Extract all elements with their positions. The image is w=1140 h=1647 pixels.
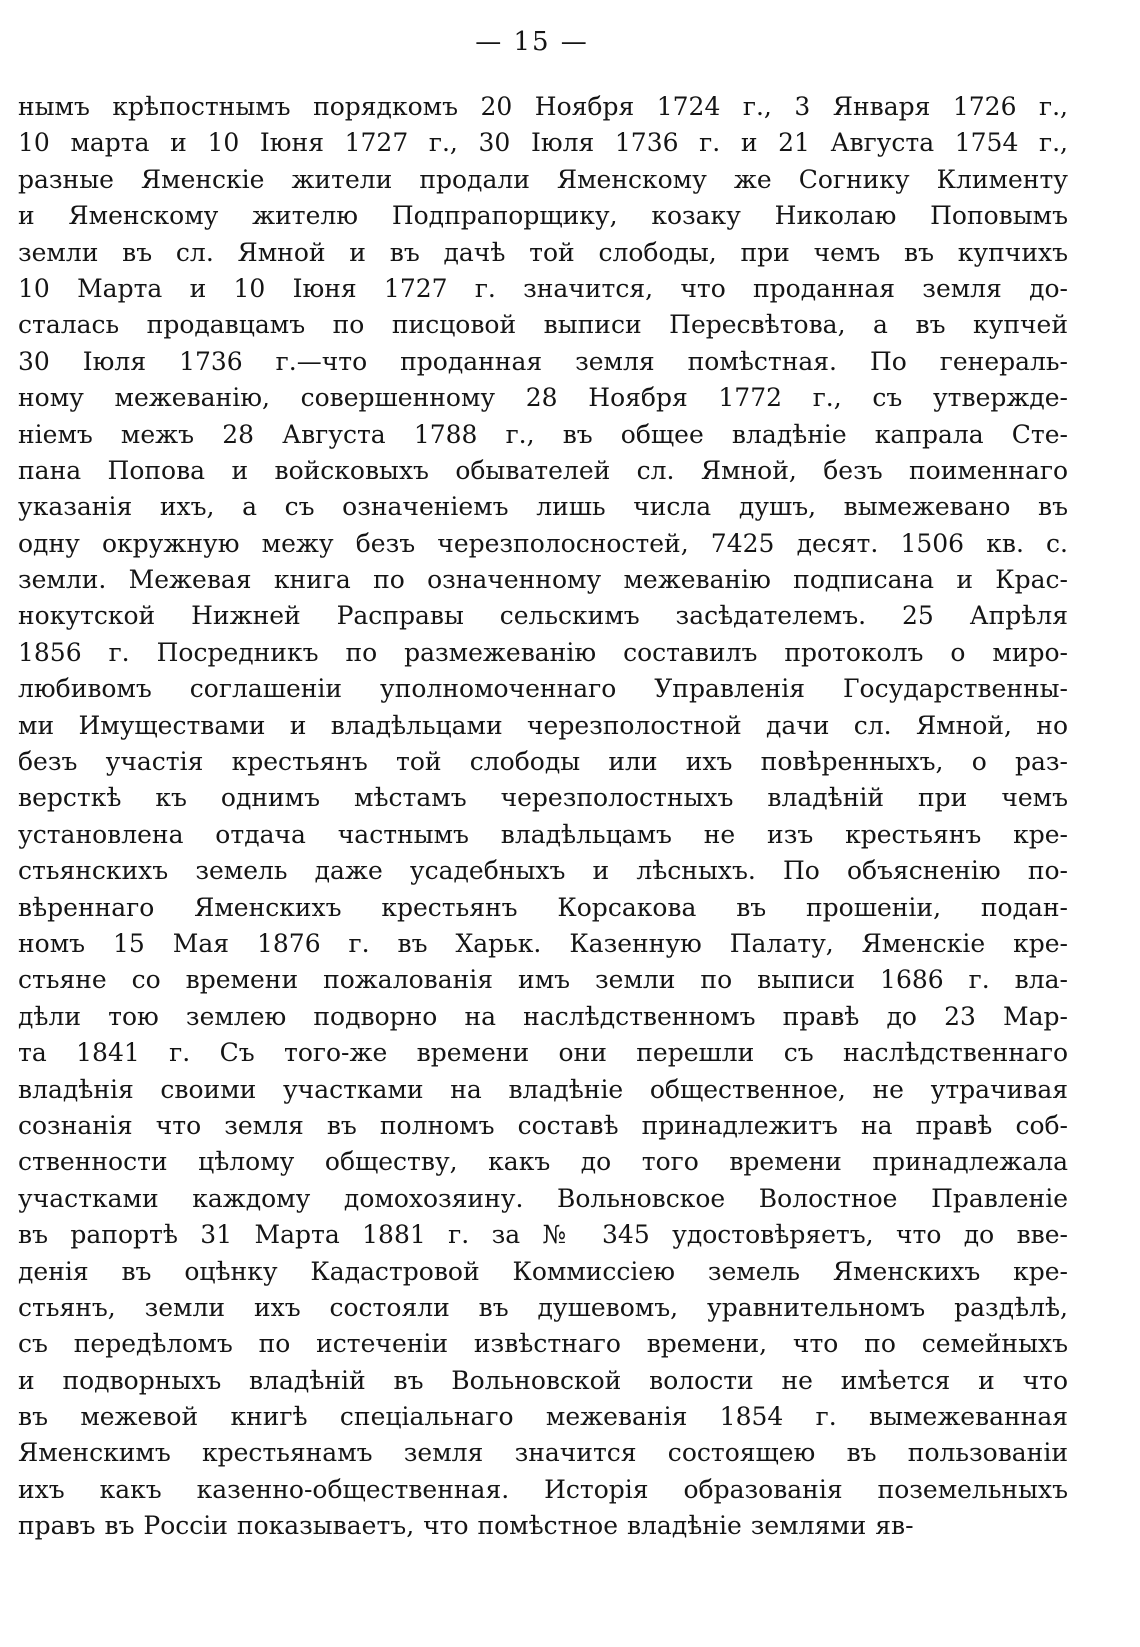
text-line: стьяне со времени пожалованія имъ земли по выписи 1686 г. вла-	[18, 965, 1068, 995]
text-line: и Яменскому жителю Подпрапорщику, козаку Николаю Поповымъ	[18, 201, 1068, 231]
text-line: 10 марта и 10 Іюня 1727 г., 30 Іюля 1736 г. и 21 Августа 1754 г.,	[18, 128, 1068, 158]
text-line: версткѣ къ однимъ мѣстамъ черезполостныхъ владѣній при чемъ	[18, 783, 1068, 813]
text-line: указанія ихъ, а съ означеніемъ лишь числа душъ, вымежевано въ	[18, 492, 1068, 522]
page-number: — 15 —	[475, 27, 589, 57]
body-text	[18, 89, 1068, 1545]
text-line: съ передѣломъ по истеченіи извѣстнаго времени, что по семейныхъ	[18, 1329, 1068, 1359]
text-line: Яменскимъ крестьянамъ земля значится состоящею въ пользованіи	[18, 1438, 1068, 1468]
text-line: 1856 г. Посредникъ по размежеванію составилъ протоколъ о миро-	[18, 637, 1068, 667]
text-line: нокутской Нижней Расправы сельскимъ засѣдателемъ. 25 Апрѣля	[18, 601, 1068, 631]
text-line: безъ участія крестьянъ той слободы или ихъ повѣренныхъ, о раз-	[18, 747, 1068, 777]
text-line: номъ 15 Мая 1876 г. въ Харьк. Казенную Палату, Яменскіе кре-	[18, 928, 1068, 958]
text-line: стьянскихъ земель даже усадебныхъ и лѣсныхъ. По объясненію по-	[18, 856, 1068, 886]
text-line: одну окружную межу безъ черезполосностей, 7425 десят. 1506 кв. с.	[18, 528, 1068, 558]
text-line: та 1841 г. Съ того-же времени они перешли съ наслѣдственнаго	[18, 1038, 1068, 1068]
text-line: ственности цѣлому обществу, какъ до того времени принадлежала	[18, 1147, 1068, 1177]
text-line: разные Яменскіе жители продали Яменскому же Согнику Клименту	[18, 164, 1068, 194]
text-line: нымъ крѣпостнымъ порядкомъ 20 Ноября 1724 г., 3 Января 1726 г.,	[18, 92, 1068, 121]
text-line: 10 Марта и 10 Іюня 1727 г. значится, что проданная земля до-	[18, 273, 1068, 303]
text-line: сталась продавцамъ по писцовой выписи Пересвѣтова, а въ купчей	[18, 310, 1068, 340]
text-line: стьянъ, земли ихъ состояли въ душевомъ, уравнительномъ раздѣлѣ,	[18, 1292, 1068, 1322]
text-line: денія въ оцѣнку Кадастровой Коммиссіею земель Яменскихъ кре-	[18, 1256, 1068, 1286]
text-line: и подворныхъ владѣній въ Вольновской волости не имѣется и что	[18, 1365, 1068, 1395]
text-line: дѣли тою землею подворно на наслѣдственномъ правѣ до 23 Мар-	[18, 1001, 1068, 1031]
text-line: земли. Межевая книга по означенному межеванію подписана и Крас-	[18, 565, 1068, 595]
text-line: въ рапортѣ 31 Марта 1881 г. за № 345 удостовѣряетъ, что до вве-	[18, 1220, 1068, 1250]
text-line: вѣреннаго Яменскихъ крестьянъ Корсакова въ прошеніи, подан-	[18, 892, 1068, 922]
text-line: сознанія что земля въ полномъ составѣ принадлежитъ на правѣ соб-	[18, 1110, 1068, 1140]
text-line: правъ въ Россіи показываетъ, что помѣстное владѣніе землями яв-	[18, 1511, 914, 1541]
text-line: любивомъ соглашеніи уполномоченнаго Управленія Государственны-	[18, 674, 1068, 704]
text-line: земли въ сл. Ямной и въ дачѣ той слободы, при чемъ въ купчихъ	[18, 237, 1068, 267]
text-line: участками каждому домохозяину. Вольновское Волостное Правленіе	[18, 1183, 1068, 1213]
text-line: владѣнія своими участками на владѣніе общественное, не утрачивая	[18, 1074, 1068, 1104]
text-line: въ межевой книгѣ спеціальнаго межеванія 1854 г. вымежеванная	[18, 1402, 1068, 1432]
text-line: ми Имуществами и владѣльцами черезполостной дачи сл. Ямной, но	[18, 710, 1068, 740]
text-line: ніемъ межъ 28 Августа 1788 г., въ общее владѣніе капрала Сте-	[18, 419, 1068, 449]
text-line: 30 Іюля 1736 г.—что проданная земля помѣстная. По генераль-	[18, 346, 1068, 376]
text-line: установлена отдача частнымъ владѣльцамъ не изъ крестьянъ кре-	[18, 819, 1068, 849]
text-line: ихъ какъ казенно-общественная. Исторія образованія поземельныхъ	[18, 1474, 1068, 1504]
text-line: ному межеванію, совершенному 28 Ноября 1772 г., съ утвержде-	[18, 383, 1068, 413]
text-line: пана Попова и войсковыхъ обывателей сл. Ямной, безъ поименнаго	[18, 455, 1068, 485]
